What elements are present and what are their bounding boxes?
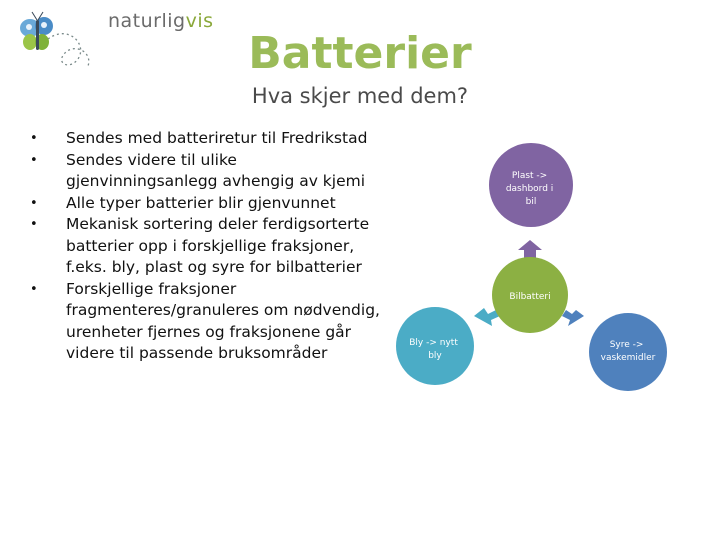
node-plast-line: dashbord i bbox=[505, 184, 554, 194]
node-bilbatteri-label: Bilbatteri bbox=[509, 292, 551, 302]
node-bly-line: bly bbox=[428, 351, 442, 361]
slide-subtitle: Hva skjer med dem? bbox=[251, 84, 469, 108]
battery-recycling-diagram bbox=[380, 140, 700, 400]
bullet-item: • Mekanisk sortering deler ferdigsorterte batterier opp i forskjellige fraksjoner, f.eks. bly, plast og syre for bilbatterier bbox=[28, 214, 388, 279]
node-syre-line: Syre -> bbox=[609, 340, 644, 350]
node-syre-line: vaskemidler bbox=[600, 353, 656, 363]
node-syre bbox=[589, 313, 667, 391]
bullet-list bbox=[28, 128, 388, 365]
node-bly bbox=[396, 307, 474, 385]
node-bly-line: Bly -> nytt bbox=[409, 338, 458, 348]
logo-text-main: naturlig bbox=[108, 10, 186, 32]
slide-title-text: Batterier bbox=[248, 28, 472, 79]
node-plast bbox=[489, 143, 573, 227]
bullet-item: • Alle typer batterier blir gjenvunnet bbox=[28, 193, 388, 215]
bullet-item: • Sendes med batteriretur til Fredrikstad bbox=[28, 128, 388, 150]
bullet-item: • Forskjellige fraksjoner fragmenteres/granuleres om nødvendig, urenheter fjernes og fraksjonene går videre til passende bruksområder bbox=[28, 279, 388, 365]
slide-title bbox=[0, 28, 720, 79]
logo-text-accent: vis bbox=[185, 10, 214, 32]
arrow-center-to-right bbox=[562, 310, 584, 326]
node-bilbatteri bbox=[492, 257, 568, 333]
node-plast-line: bil bbox=[525, 197, 537, 207]
bullet-item: • Sendes videre til ulike gjenvinningsanlegg avhengig av kjemi bbox=[28, 150, 388, 193]
node-plast-line: Plast -> bbox=[511, 171, 548, 181]
